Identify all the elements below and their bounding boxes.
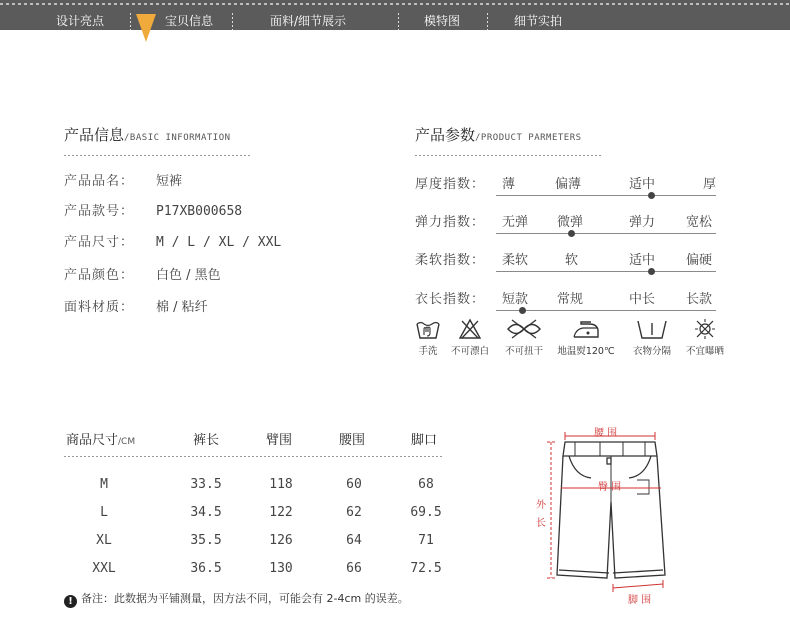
size-table-divider (64, 456, 444, 457)
size-cell: 130 (269, 561, 293, 576)
size-cell: M (100, 477, 108, 492)
basic-info-title-en: /BASIC INFORMATION (124, 133, 231, 143)
care-label: 地温熨120℃ (557, 346, 615, 357)
measurement-note (64, 590, 409, 608)
size-table-header-col: 脚口 (411, 433, 438, 448)
info-row-name (64, 170, 182, 189)
size-table-header-size (66, 429, 135, 448)
tab-model-photos[interactable]: 模特图 (424, 14, 461, 28)
size-cell: 72.5 (410, 561, 442, 576)
param-option: 适中 (629, 253, 656, 268)
param-indicator-dot (648, 192, 655, 199)
hem-label: 脚 围 (628, 595, 652, 606)
care-item-no-sun (680, 318, 730, 357)
param-option: 长款 (686, 292, 713, 307)
size-cell: 68 (418, 477, 434, 492)
size-cell: 35.5 (190, 533, 222, 548)
tab-separator (232, 13, 233, 30)
waist-label: 腰 围 (594, 428, 618, 439)
param-indicator-dot (568, 230, 575, 237)
separate-wash-icon (635, 318, 669, 340)
size-cell: 36.5 (190, 561, 222, 576)
param-option: 偏硬 (686, 253, 713, 268)
param-option: 短款 (502, 292, 529, 307)
param-option: 中长 (629, 292, 656, 307)
size-table-header-col: 裤长 (193, 433, 220, 448)
care-label: 手洗 (418, 346, 438, 357)
care-label: 不宜曝晒 (685, 346, 724, 357)
size-cell: 62 (346, 505, 362, 520)
param-option: 微弹 (557, 215, 584, 230)
param-option: 薄 (502, 177, 516, 192)
size-cell: 69.5 (410, 505, 442, 520)
param-option: 弹力 (629, 215, 656, 230)
info-label: 产品尺寸： (64, 235, 135, 250)
care-label: 不可扭干 (504, 346, 543, 357)
param-scale-line (496, 310, 716, 311)
size-table-header-col: 腰围 (339, 433, 366, 448)
top-nav-bar (0, 0, 790, 30)
size-cell: 118 (269, 477, 293, 492)
info-value: 棉 / 粘纤 (156, 300, 208, 315)
size-cell: 60 (346, 477, 362, 492)
param-option: 宽松 (686, 215, 713, 230)
params-title-cn: 产品参数 (415, 126, 476, 144)
care-label: 不可漂白 (450, 346, 489, 357)
param-option: 偏薄 (555, 177, 582, 192)
info-label: 产品品名： (64, 174, 135, 189)
param-scale-line (496, 195, 716, 196)
basic-info-title (64, 124, 231, 145)
info-label: 产品颜色： (64, 268, 135, 283)
param-option: 常规 (557, 292, 584, 307)
shorts-outline-icon (557, 442, 665, 578)
size-cell: 64 (346, 533, 362, 548)
size-cell: 33.5 (190, 477, 222, 492)
info-row-colors (64, 264, 221, 283)
low-iron-icon (571, 318, 601, 340)
warning-icon: ! (64, 595, 77, 608)
param-scale-line (496, 271, 716, 272)
length-label-2: 长 (536, 518, 546, 529)
param-indicator-dot (519, 307, 526, 314)
no-wring-icon (504, 318, 544, 340)
shorts-diagram (545, 420, 685, 605)
params-divider (415, 155, 601, 156)
param-label-elasticity: 弹力指数： (415, 215, 486, 230)
tab-product-info[interactable]: 宝贝信息 (165, 14, 214, 28)
note-text: 备注：此数据为平铺测量，因方法不同，可能会有 2-4cm 的误差。 (81, 592, 409, 605)
info-value: 短裤 (156, 174, 183, 189)
tab-separator (487, 13, 488, 30)
param-option: 软 (565, 253, 579, 268)
nav-dashed-border (0, 3, 790, 5)
active-tab-marker (136, 14, 156, 42)
size-cell: L (100, 505, 108, 520)
tab-detail-shots[interactable]: 细节实拍 (514, 14, 563, 28)
size-header-label: 商品尺寸 (66, 433, 119, 448)
size-cell: XL (96, 533, 112, 548)
care-item-hand-wash (413, 318, 443, 357)
param-label-softness: 柔软指数： (415, 253, 486, 268)
info-value: M / L / XL / XXL (156, 235, 282, 250)
info-row-material (64, 296, 208, 315)
size-table-header-col: 臂围 (266, 433, 293, 448)
params-title (415, 124, 582, 145)
param-label-thickness: 厚度指数： (415, 177, 486, 192)
size-cell: XXL (92, 561, 116, 576)
hip-label: 臀 围 (598, 482, 622, 493)
tab-separator (130, 13, 131, 30)
basic-info-divider (64, 155, 250, 156)
params-title-en: /PRODUCT PARMETERS (475, 133, 582, 143)
size-cell: 126 (269, 533, 293, 548)
care-item-no-wring (500, 318, 548, 357)
param-option: 无弹 (502, 215, 529, 230)
size-cell: 34.5 (190, 505, 222, 520)
size-cell: 66 (346, 561, 362, 576)
care-item-low-iron (555, 318, 617, 357)
param-label-length: 衣长指数： (415, 292, 486, 307)
param-option: 适中 (629, 177, 656, 192)
info-label: 面料材质： (64, 300, 135, 315)
tab-design-highlights[interactable]: 设计亮点 (56, 14, 105, 28)
info-value: P17XB000658 (156, 204, 243, 219)
info-row-sku (64, 200, 242, 219)
size-header-unit: /CM (118, 437, 136, 447)
hand-wash-icon (415, 318, 441, 340)
length-label-1: 外 (536, 500, 546, 511)
care-item-separate (626, 318, 678, 357)
info-value: 白色 / 黑色 (156, 268, 221, 283)
info-label: 产品款号： (64, 204, 135, 219)
care-item-no-bleach (446, 318, 494, 357)
no-sun-dry-icon (693, 318, 717, 340)
info-row-sizes (64, 231, 281, 250)
no-bleach-icon (458, 318, 482, 340)
size-cell: 122 (269, 505, 293, 520)
tab-fabric-details[interactable]: 面料/细节展示 (270, 14, 347, 28)
param-scale-line (496, 233, 716, 234)
param-option: 厚 (703, 177, 717, 192)
param-indicator-dot (648, 268, 655, 275)
basic-info-title-cn: 产品信息 (64, 126, 125, 144)
tab-separator (398, 13, 399, 30)
param-option: 柔软 (502, 253, 529, 268)
size-cell: 71 (418, 533, 434, 548)
care-label: 衣物分隔 (632, 346, 671, 357)
